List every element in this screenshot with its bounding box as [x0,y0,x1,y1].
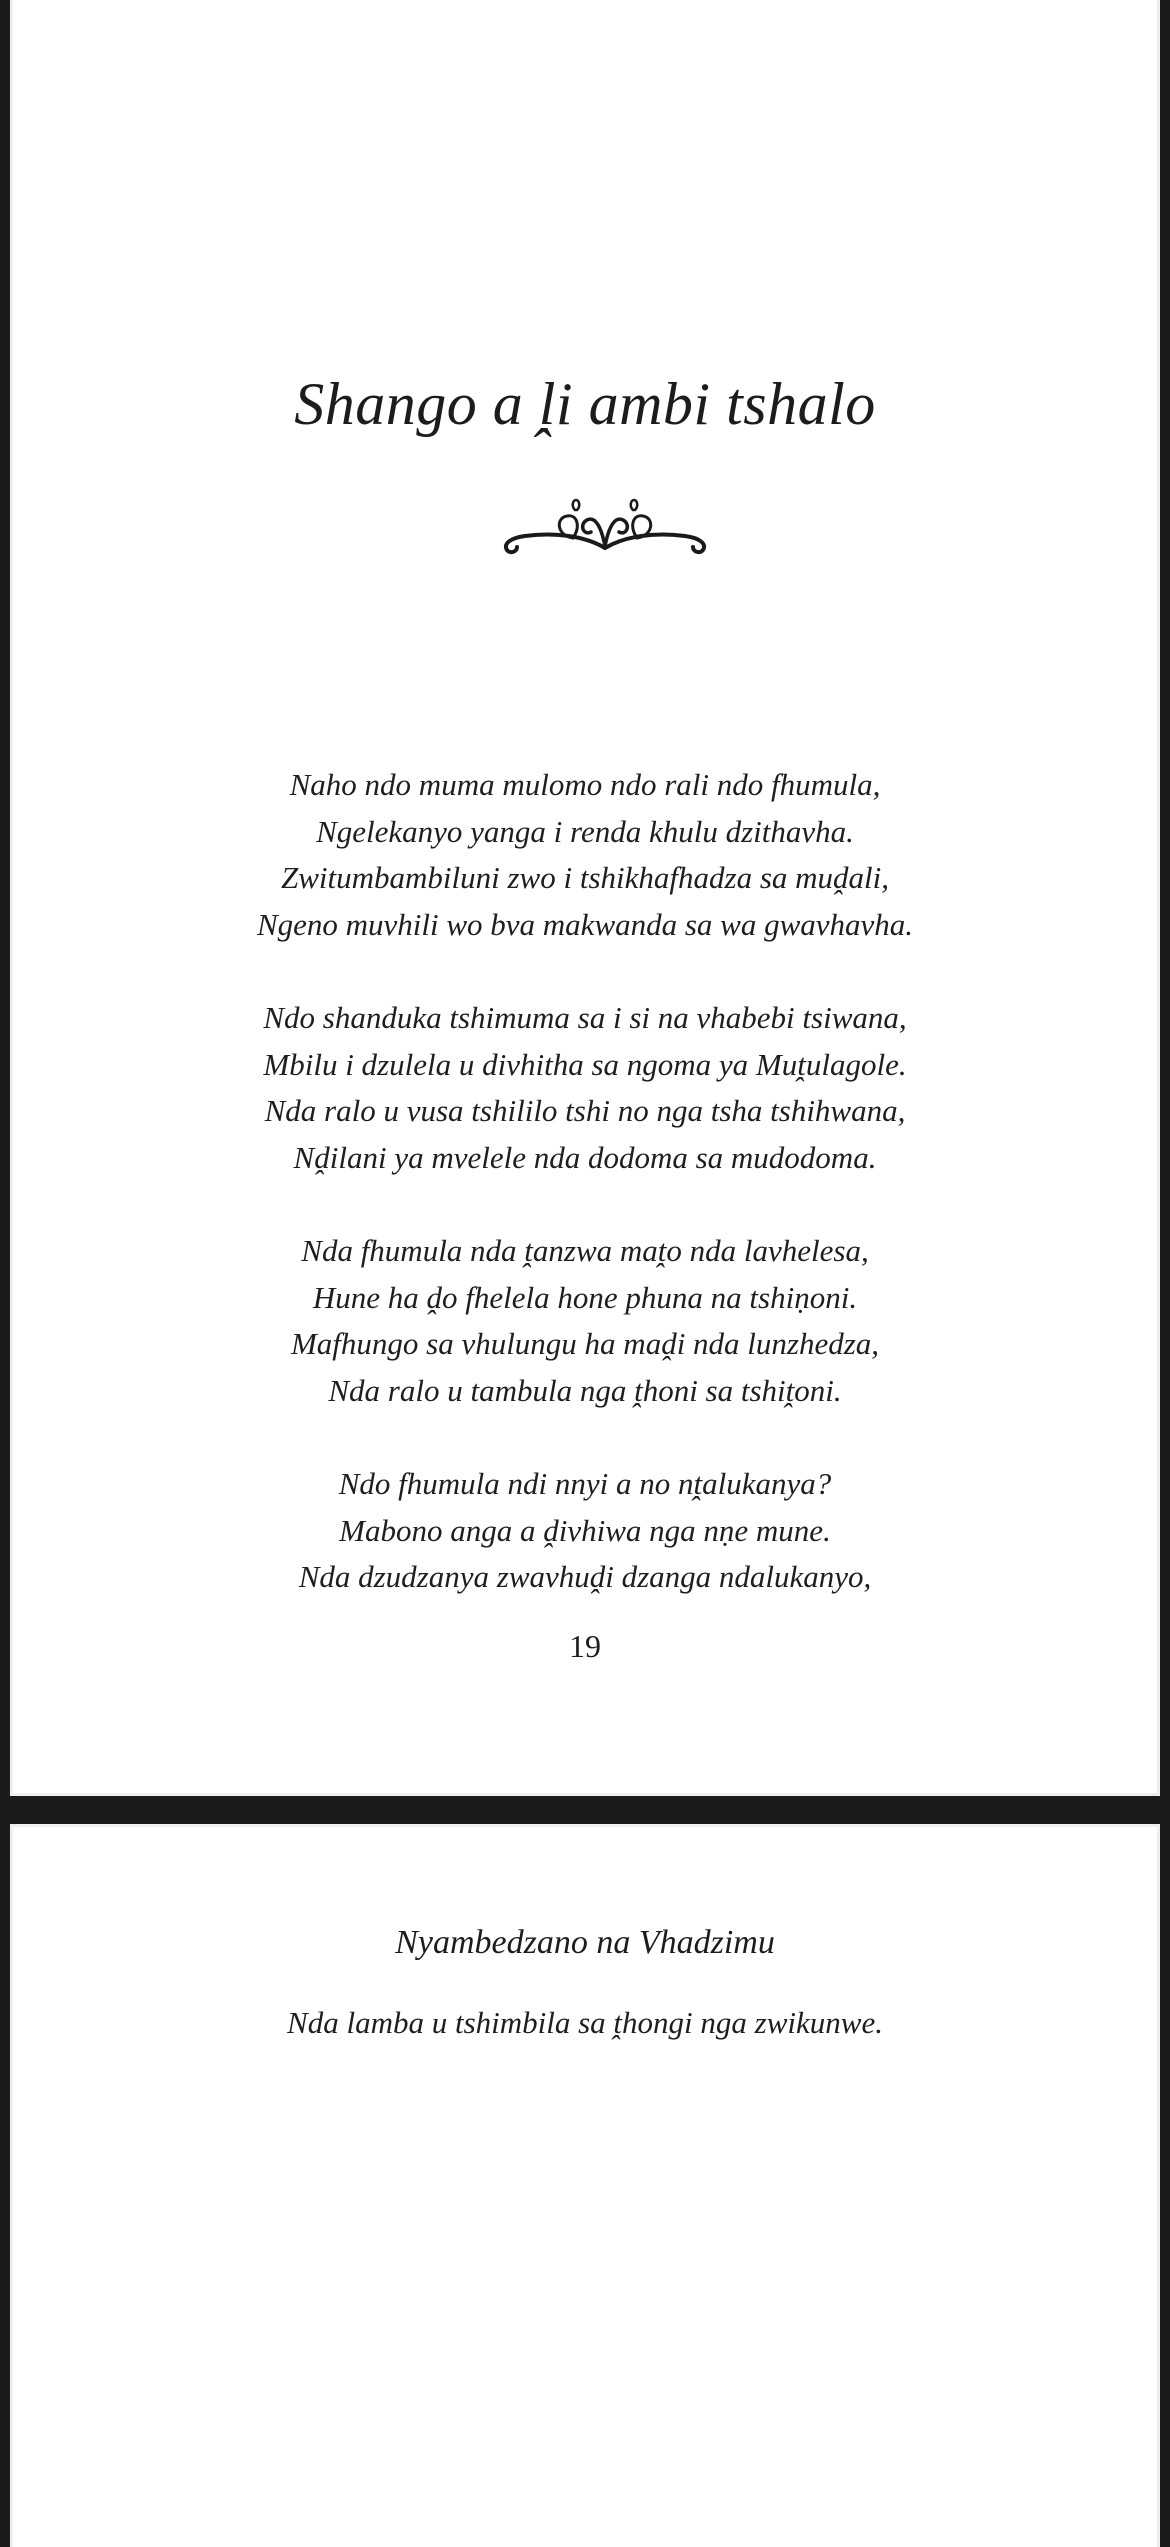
stanza-1 [13,762,1157,948]
poem-line: Nda ralo u vusa tshililo tshi no nga tsha tshihwana, [264,1093,906,1128]
poem-line: Nda fhumula nda ṱanzwa maṱo nda lavhelesa, [301,1233,869,1268]
poem-line: Mafhungo sa vhulungu ha maḓi nda lunzhedza, [290,1326,880,1361]
poem-line: Nda ralo u tambula nga ṱhoni sa tshiṱoni. [328,1372,842,1408]
running-header: Nyambedzano na Vhadzimu [395,1924,775,1961]
stanza-4 [13,1461,1157,1601]
poem-line: Naho ndo muma mulomo ndo rali ndo fhumula, [289,767,881,802]
poem-line: Ngeno muvhili wo bva makwanda sa wa gwavhavha. [256,906,914,942]
flourish-divider-icon [495,496,715,556]
poem-line: Nḓilani ya mvelele nda dodoma sa mudodoma. [293,1139,877,1175]
page-number: 19 [569,1628,601,1664]
poem-line: Mbilu i dzulela u divhitha sa ngoma ya Muṱulagole. [263,1046,907,1082]
poem-line: Ngelekanyo yanga i renda khulu dzithavha. [316,813,854,849]
poem-line: Ndo fhumula ndi nnyi a no nṱalukanya? [338,1466,832,1501]
stanza-3 [13,1228,1157,1414]
poem-line: Hune ha ḓo fhelela hone phuna na tshiṇoni. [312,1279,858,1315]
poem-line: Nda dzudzanya zwavhuḓi dzanga ndalukanyo, [298,1559,872,1594]
poem-line: Mabono anga a ḓivhiwa nga nṇe mune. [339,1512,831,1548]
poem-line: Nda lamba u tshimbila sa ṱhongi nga zwikunwe. [287,2005,883,2040]
poem-line: Zwitumbambiluni zwo i tshikhafhadza sa muḓali, [280,860,889,895]
poem-line: Ndo shanduka tshimuma sa i si na vhabebi tsiwana, [263,1000,907,1035]
book-page-20 [13,1827,1157,2547]
book-page-19 [13,0,1157,1793]
stanza-2 [13,995,1157,1181]
poem-title: Shango a ḽi ambi tshalo [294,371,876,437]
